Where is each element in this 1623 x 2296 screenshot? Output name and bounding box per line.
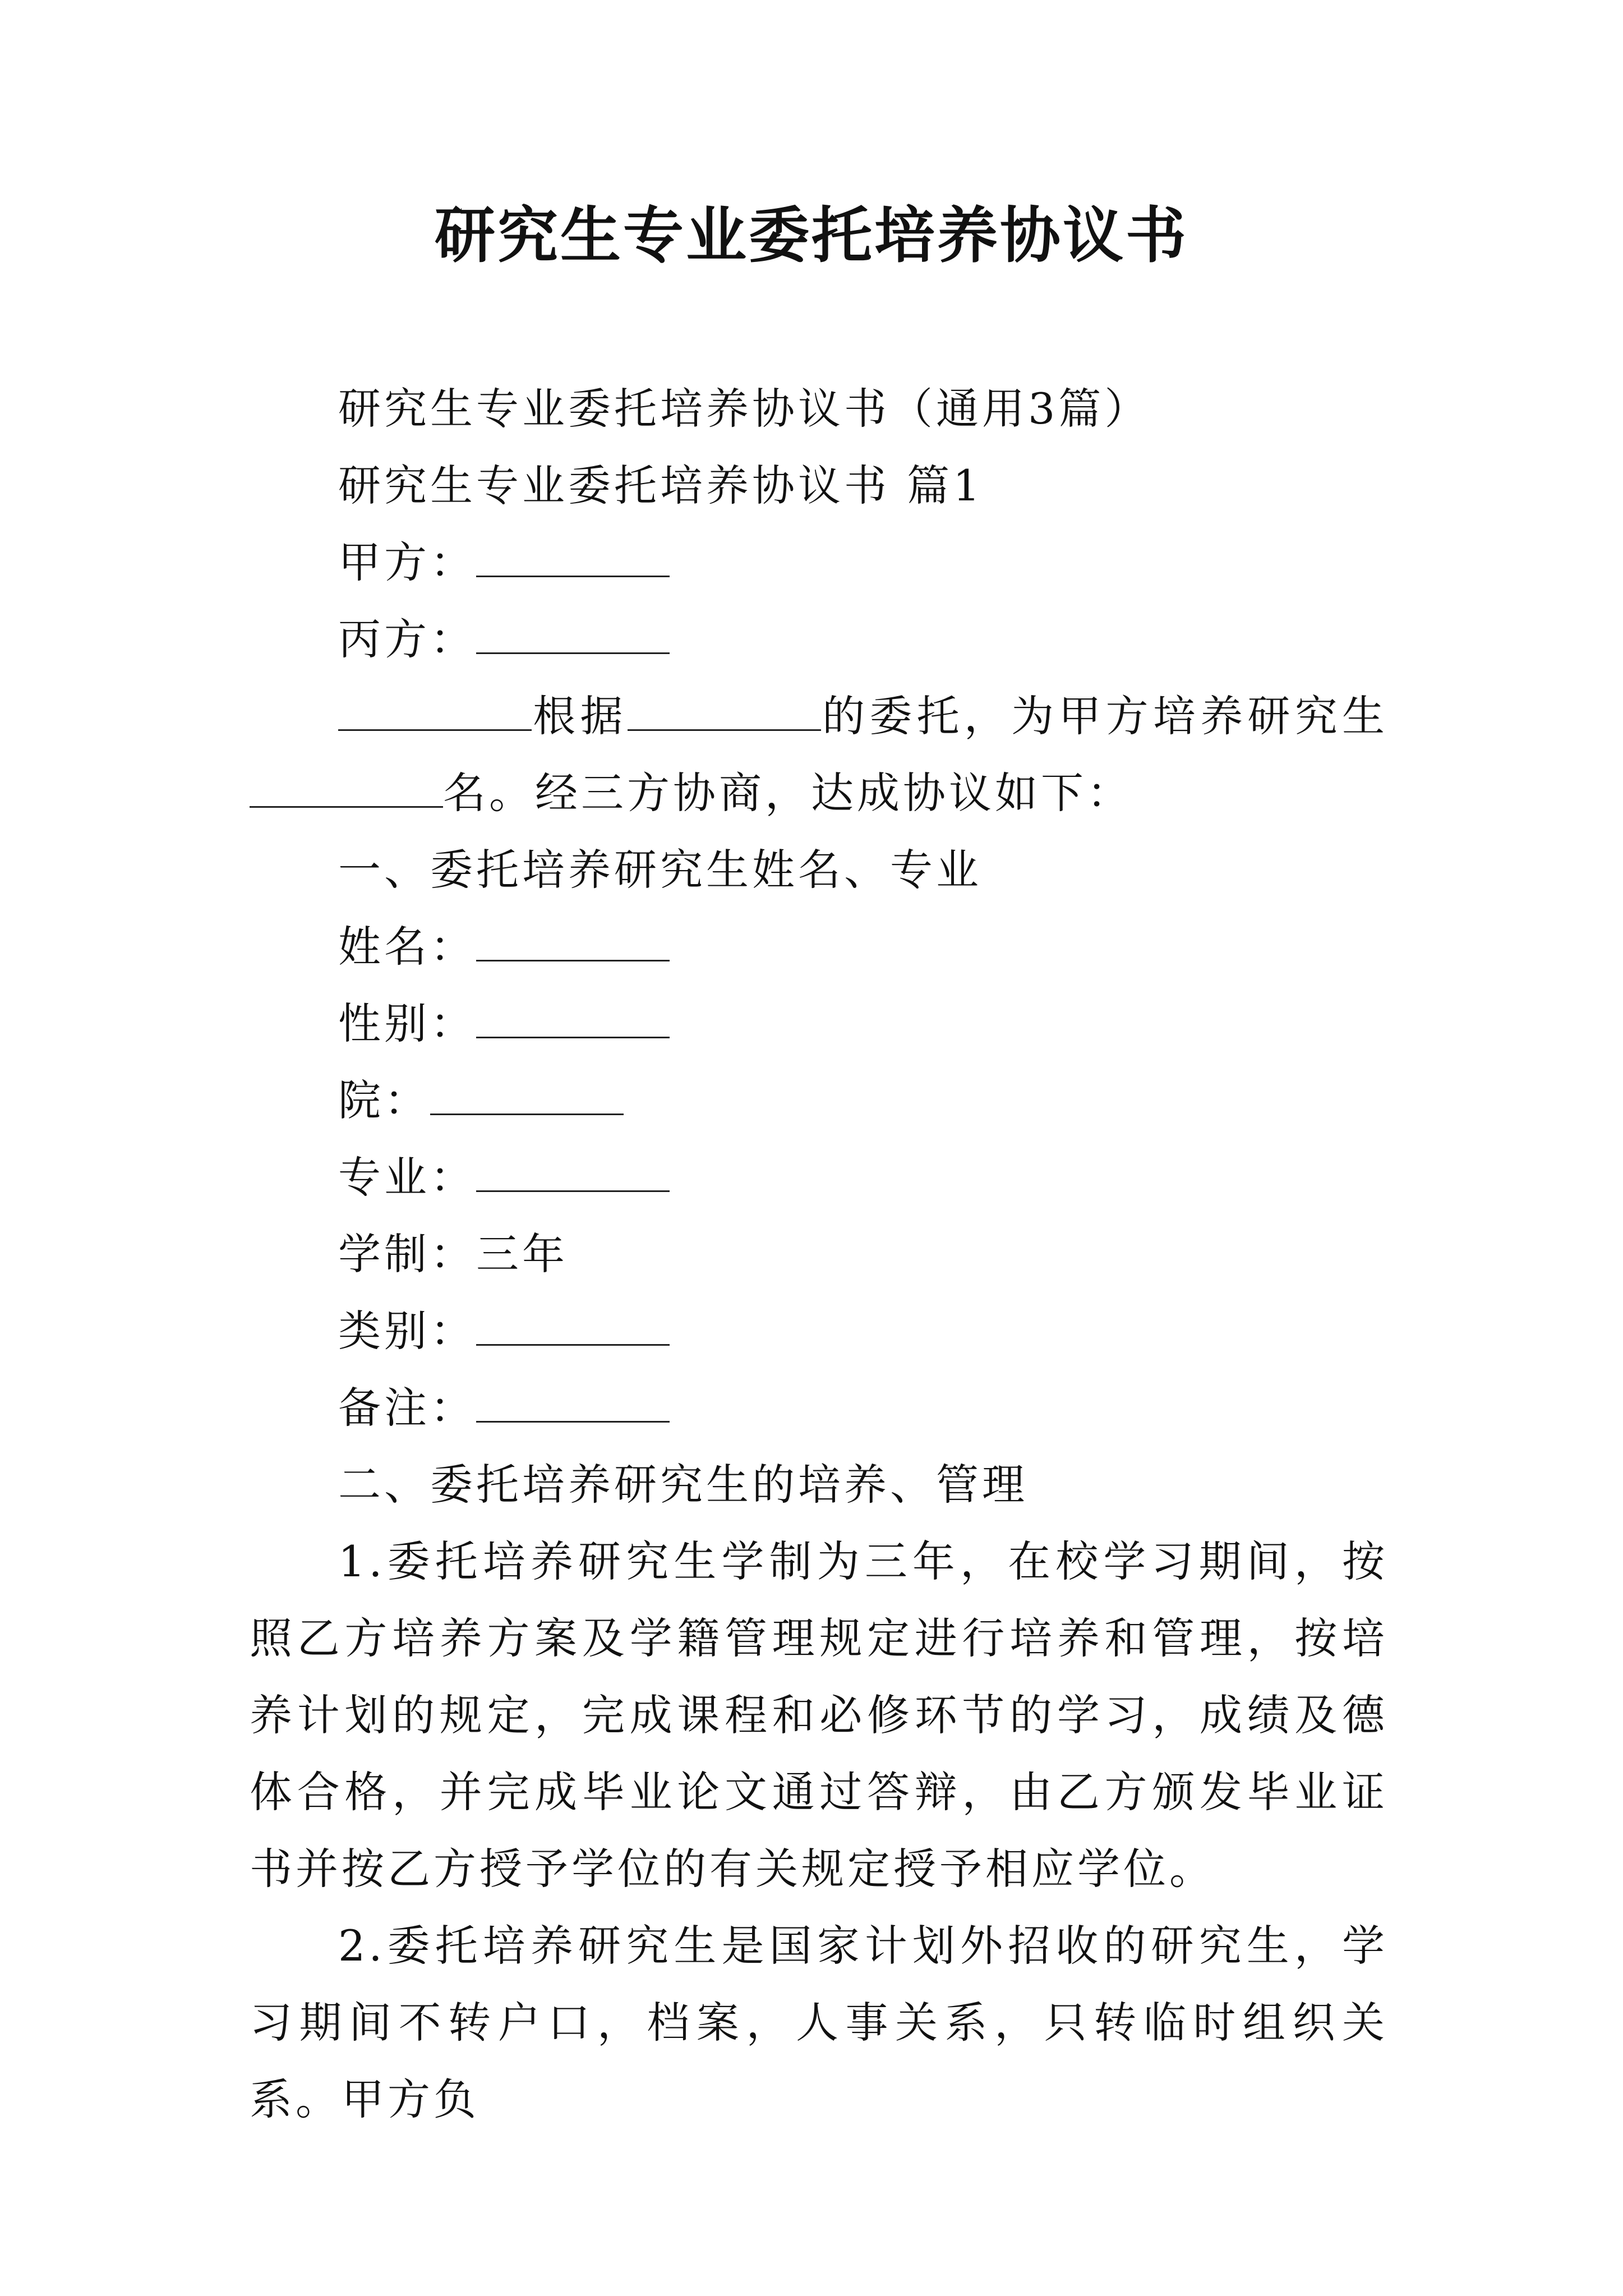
major-line [250,1139,1388,1216]
intro-blank-3 [250,770,443,808]
college-line [250,1062,1388,1139]
remarks-line [250,1369,1388,1446]
name-blank [476,923,670,961]
intro-text-gen: 根据 [532,691,628,741]
party-c-label: 丙方： [338,614,476,664]
name-label: 姓名： [338,922,476,972]
article-heading: 研究生专业委托培养协议书 篇1 [338,461,984,510]
paragraph-1: 1.委托培养研究生学制为三年，在校学习期间，按照乙方培养方案及学籍管理规定进行培养和管理，按培养计划的规定，完成课程和必修环节的学习，成绩及德体合格，并完成毕业论文通过答辩，由乙方颁发毕业证书并按乙方授予学位的有关规定授予相应学位。 [250,1536,1388,1894]
section-2-heading: 二、委托培养研究生的培养、管理 [338,1460,1028,1510]
remarks-label: 备注： [338,1383,476,1433]
category-blank [476,1308,670,1346]
party-a-blank [476,539,670,577]
name-line [250,908,1388,985]
gender-label: 性别： [338,999,476,1048]
document-title: 研究生专业委托培养协议书 [434,200,1188,271]
gender-blank [476,1000,670,1038]
category-label: 类别： [338,1306,476,1356]
major-label: 专业： [338,1152,476,1202]
intro-paragraph [250,678,1388,831]
duration-line: 学制：三年 [338,1229,568,1279]
subtitle: 研究生专业委托培养协议书（通用3篇） [338,384,1151,434]
paragraph-2: 2.委托培养研究生是国家计划外招收的研究生，学习期间不转户口，档案，人事关系，只转临时组织关系。甲方负 [250,1921,1388,2124]
gender-line [250,985,1388,1062]
category-line [250,1292,1388,1369]
party-a-label: 甲方： [338,537,476,587]
intro-blank-2 [628,693,821,731]
intro-text-mid: 的委托，为甲方培养研究生 [820,691,1389,741]
party-c-line [250,601,1388,678]
intro-text-end: 名。经三方协商，达成协议如下： [443,768,1133,818]
document-body [250,370,1388,2138]
major-blank [476,1154,670,1192]
party-a-line [250,524,1388,601]
intro-blank-1 [338,693,532,731]
college-blank [430,1077,624,1115]
remarks-blank [476,1384,670,1423]
section-1-heading: 一、委托培养研究生姓名、专业 [338,845,982,895]
college-label: 院： [338,1075,430,1125]
party-c-blank [476,616,670,654]
